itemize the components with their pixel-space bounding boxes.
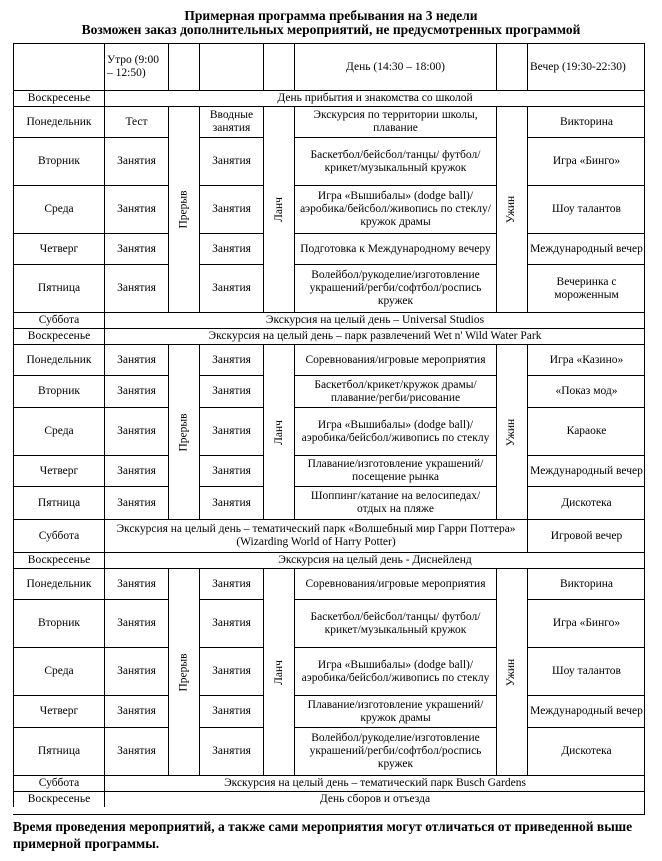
header-empty-cell [199,43,263,90]
day-cell: Среда [13,407,104,455]
morning-cell: Занятия [104,344,168,375]
afternoon-activity: Волейбол/рукоделие/изготовление украшений/регби/софтбол/роспись кружек [294,727,496,775]
morning-cell: Занятия [104,264,168,312]
header-afternoon: День (14:30 – 18:00) [294,43,496,90]
header-empty-cell [168,43,199,90]
lunch-cell: Ланч [263,344,294,519]
evening-activity: Игра «Бинго» [527,599,645,647]
evening-activity: Игровой вечер [527,519,645,552]
evening-activity: Игра «Бинго» [527,137,645,185]
afternoon-activity: Плавание/изготовление украшений/кружок драмы [294,695,496,727]
afternoon-activity: Баскетбол/крикет/кружок драмы/плавание/регби/рисование [294,375,496,407]
morning-cell: Занятия [104,407,168,455]
day-cell: Пятница [13,264,104,312]
afternoon-activity: Игра «Вышибалы» (dodge ball)/аэробика/бейсбол/живопись по стеклу [294,647,496,695]
day-cell: Пятница [13,727,104,775]
afternoon-activity: Соревнования/игровые мероприятия [294,568,496,599]
afternoon-activity: Экскурсия по территории школы, плавание [294,106,496,137]
morning-cell: Занятия [199,568,263,599]
morning-cell: Занятия [199,344,263,375]
header-evening: Вечер (19:30-22:30) [527,43,645,90]
afternoon-activity: Подготовка к Международному вечеру [294,233,496,264]
morning-cell: Занятия [199,486,263,519]
morning-cell: Занятия [104,727,168,775]
day-cell: Среда [13,647,104,695]
morning-cell: Занятия [199,599,263,647]
dinner-cell: Ужин [496,344,527,519]
evening-activity: Дискотека [527,486,645,519]
full-day-activity: Экскурсия на целый день - Диснейленд [104,552,645,568]
morning-cell: Занятия [104,695,168,727]
morning-cell: Занятия [104,599,168,647]
header-corner-cell [13,43,104,90]
evening-activity: Викторина [527,568,645,599]
evening-activity: Караоке [527,407,645,455]
morning-cell: Занятия [104,568,168,599]
dinner-cell: Ужин [496,106,527,312]
evening-activity: Игра «Казино» [527,344,645,375]
day-cell: Вторник [13,137,104,185]
morning-cell: Занятия [199,695,263,727]
evening-activity: Шоу талантов [527,185,645,233]
morning-cell: Занятия [199,264,263,312]
afternoon-activity: Баскетбол/бейсбол/танцы/ футбол/крикет/музыкальный кружок [294,599,496,647]
afternoon-activity: Соревнования/игровые мероприятия [294,344,496,375]
morning-cell: Занятия [104,375,168,407]
full-day-activity: Экскурсия на целый день – парк развлечений Wet n' Wild Water Park [104,328,645,344]
morning-cell: Тест [104,106,168,137]
evening-activity: Международный вечер [527,455,645,486]
break-cell: Прерыв [168,106,199,312]
morning-cell: Занятия [104,233,168,264]
day-cell: Среда [13,185,104,233]
full-day-activity: День прибытия и знакомства со школой [104,90,645,106]
day-cell: Четверг [13,695,104,727]
day-cell: Пятница [13,486,104,519]
afternoon-activity: Игра «Вышибалы» (dodge ball)/аэробика/бейсбол/живопись по стеклу/кружок драмы [294,185,496,233]
morning-cell: Занятия [104,647,168,695]
day-cell: Воскресенье [13,791,104,807]
full-day-activity: Экскурсия на целый день – тематический парк «Волшебный мир Гарри Поттера» (Wizarding World of Harry Potter) [104,519,527,552]
evening-activity: Викторина [527,106,645,137]
morning-cell: Занятия [199,233,263,264]
day-cell: Четверг [13,455,104,486]
evening-activity: «Показ мод» [527,375,645,407]
morning-cell: Занятия [199,455,263,486]
day-cell: Воскресенье [13,90,104,106]
page-header [0,9,662,37]
day-cell: Вторник [13,375,104,407]
evening-activity: Вечеринка с мороженным [527,264,645,312]
header-empty-cell [496,43,527,90]
morning-cell: Занятия [199,185,263,233]
day-cell: Четверг [13,233,104,264]
dinner-cell: Ужин [496,568,527,775]
schedule-table [13,43,645,815]
break-cell: Прерыв [168,568,199,775]
day-cell: Понедельник [13,106,104,137]
lunch-cell: Ланч [263,568,294,775]
morning-cell: Занятия [104,137,168,185]
day-cell: Суббота [13,312,104,328]
evening-activity: Международный вечер [527,233,645,264]
afternoon-activity: Волейбол/рукоделие/изготовление украшений/регби/софтбол/роспись кружек [294,264,496,312]
day-cell: Суббота [13,775,104,791]
full-day-activity: Экскурсия на целый день – тематический парк Busch Gardens [104,775,645,791]
afternoon-activity: Шоппинг/катание на велосипедах/отдых на пляже [294,486,496,519]
afternoon-activity: Баскетбол/бейсбол/танцы/ футбол/крикет/музыкальный кружок [294,137,496,185]
morning-cell: Вводные занятия [199,106,263,137]
evening-activity: Дискотека [527,727,645,775]
day-cell: Воскресенье [13,328,104,344]
day-cell: Понедельник [13,568,104,599]
page-subtitle: Возможен заказ дополнительных мероприятий, не предусмотренных программой [81,22,581,37]
full-day-activity: День сборов и отъезда [104,791,645,807]
evening-activity: Международный вечер [527,695,645,727]
morning-cell: Занятия [199,727,263,775]
header-morning: Утро (9:00 – 12:50) [104,43,168,90]
day-cell: Суббота [13,519,104,552]
morning-cell: Занятия [199,407,263,455]
full-day-activity: Экскурсия на целый день – Universal Studios [104,312,645,328]
day-cell: Воскресенье [13,552,104,568]
day-cell: Вторник [13,599,104,647]
evening-activity: Шоу талантов [527,647,645,695]
day-cell: Понедельник [13,344,104,375]
afternoon-activity: Плавание/изготовление украшений/посещение рынка [294,455,496,486]
morning-cell: Занятия [199,647,263,695]
morning-cell: Занятия [199,137,263,185]
lunch-cell: Ланч [263,106,294,312]
page-title: Примерная программа пребывания на 3 недели [184,8,478,23]
footer-note: Время проведения мероприятий, а также сами мероприятия могут отличаться от приведенной выше примерной программы. [13,819,633,851]
morning-cell: Занятия [104,185,168,233]
header-empty-cell [263,43,294,90]
morning-cell: Занятия [104,455,168,486]
morning-cell: Занятия [104,486,168,519]
break-cell: Прерыв [168,344,199,519]
afternoon-activity: Игра «Вышибалы» (dodge ball)/аэробика/бейсбол/живопись по стеклу [294,407,496,455]
morning-cell: Занятия [199,375,263,407]
